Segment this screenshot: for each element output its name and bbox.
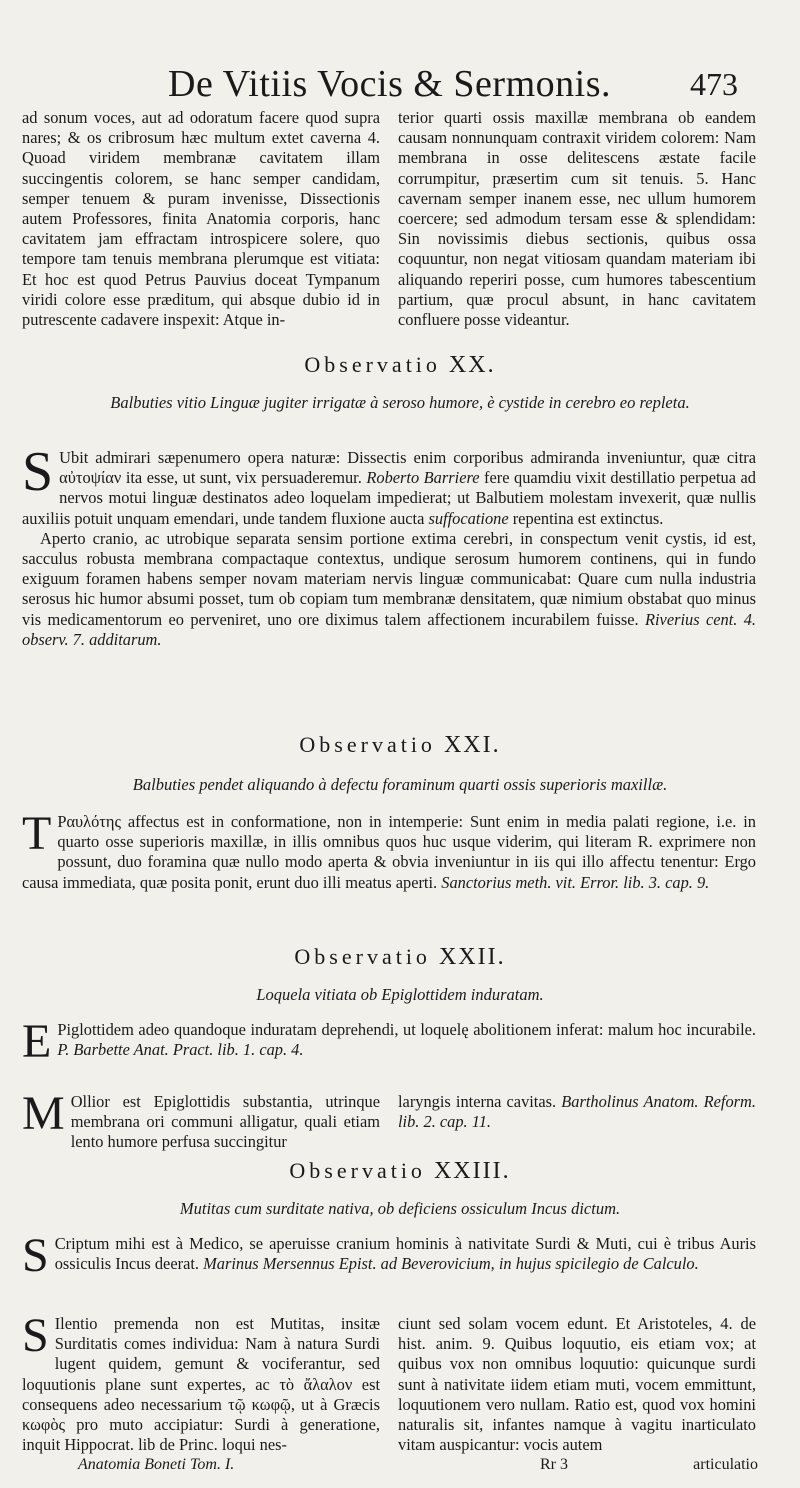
obs23-right-column: ciunt sed solam vocem edunt. Et Aristoteles, 4. de hist. anim. 9. Quibus loquutio, eis etiam vox; at quibus vox non omnibus loquutio: quicunque surdi sunt à nativitate iidem etiam muti, vocem emmittunt, loquutionem vero nullam. Ratio est, quod vox homini naturalis sit, infantes namque à vagitu inarticulato vitam auspicantur: vocis autem: [398, 1314, 756, 1455]
obs20-paragraph-1: [22, 441, 756, 529]
obs21-paragraph-1: [22, 807, 756, 893]
obs20-dropcap: S: [22, 441, 54, 503]
obs23-left-column: [22, 1309, 380, 1455]
obs22-p1-text: Piglottidem adeo quandoque induratam deprehendi, ut loquelę abolitionem inferat: malum hoc incurabile.: [57, 1020, 756, 1039]
catchword: articulatio: [693, 1456, 758, 1473]
obs21-p1-text: affectus est in conformatione, non in intemperie: Sunt enim in media palati regione, i.e. in quarto osse superioris maxillæ, in illis omnibus quos huc usque viderim, qui literam R. exprimere non possunt, duo foramina quæ nullo modo aperta & obvia inveniuntur in iis qui illo affectu tenentur: Ergo causa immediata, quæ posita ponit, erunt duo illi meatus aperti.: [22, 812, 756, 892]
obs20-p1-term: suffocatione: [428, 508, 509, 528]
obs20-title: Balbuties vitio Linguæ jugiter irrigatæ à seroso humore, è cystide in cerebro eo repleta.: [110, 393, 690, 412]
obs23-heading: [0, 1158, 800, 1185]
obs22-left-column: [22, 1087, 380, 1153]
obs22-heading-word: Observatio: [294, 944, 431, 969]
obs22-dropcap: E: [22, 1015, 52, 1068]
obs20-number: XX.: [448, 352, 496, 378]
obs20-body: [22, 441, 756, 650]
obs20-p2-text: Aperto cranio, ac utrobique separata sensim portione extima cerebri, in conspectum venit cystis, id est, sacculus robusta membrana compactaque contextus, undique serosum humorem continens, qui in fundo exiguum foramen habens semper novam materiam nervis linguæ communicabat: Quare cum nulla industria serosus hic humor absumi posset, tum ob copiam tum membranæ densitatem, quæ nimium obstabat quo minus vis medicamentorum eo perveniret, uno ore diximus talem affectionem incurabilem fuisse.: [22, 528, 756, 629]
obs22-number: XXII.: [438, 944, 506, 970]
obs22-p2-left: Ollior est Epiglottidis substantia, utrinque membrana ori communi alligatur, quali etiam lento humore perfusa succingitur: [70, 1092, 380, 1152]
obs21-dropcap: T: [22, 807, 52, 860]
obs22-body: [22, 1015, 756, 1068]
obs22-p2-right: laryngis interna cavitas.: [398, 1092, 557, 1111]
obs20-p1-text: Ubit admirari sæpenumero opera naturæ: Dissectis enim corporibus admiranda inveniuntur, quæ citra αὐτοψίαν ita esse, ut sunt, vix persuaderemur.: [59, 448, 756, 488]
obs20-p1-text2: fere quamdiu vixit destillatio perpetua ad nervos motui linguæ destinatos adeo loquelam impedierat; ut Balbutiem molestam invexerit, quæ nullis auxiliis potuit unquam emendari, unde tandem fluxione aucta: [22, 468, 756, 528]
obs21-p1-citation: Sanctorius meth. vit. Error. lib. 3. cap. 9.: [441, 872, 710, 892]
top-right-column: terior quarti ossis maxillæ membrana ob eandem causam nonnunquam contraxit viridem colorem: Nam membrana in osse delitescens æstate facile corrumpitur, præsertim cum sit tenuis. 5. Hanc cavernam semper inanem esse, nec ullum humorem coercere; sed admodum tersam esse & splendidam: Sin novissimis diebus sectionis, quibus ossa coquuntur, non negat vitiosam quandam materiam ibi aliquando reperiri posse, cum humores tabescentium partium, quæ procul absunt, in hanc cavitatem confluere posse videantur.: [398, 108, 756, 330]
obs21-number: XXI.: [443, 732, 501, 758]
obs20-p1-text3: repentina est extinctus.: [512, 508, 664, 528]
page-footer: [0, 1456, 800, 1482]
footer-title: Anatomia Boneti Tom. I.: [78, 1456, 235, 1473]
obs23-dropcap: S: [22, 1229, 49, 1282]
signature-mark: Rr 3: [540, 1456, 568, 1473]
obs23-dropcap-2: S: [22, 1309, 49, 1362]
obs20-heading: [0, 352, 800, 379]
obs23-title: Mutitas cum surditate nativa, ob deficiens ossiculum Incus dictum.: [179, 1199, 621, 1218]
obs21-p1-greek: Ραυλότης: [57, 812, 121, 831]
obs23-p2-left: Ilentio premenda non est Mutitas, insitæ Surditatis comes individua: Nam à natura Surdi lugent quidem, gemunt & vociferantur, sed loquutionis plane sunt expertes, ac τὸ ἄλαλον est consequens adeo necessarium τῷ κωφῷ, ut à Græcis κωφὸς pro muto accipiatur: Surdi à generatione, inquit Hippocrat. lib de Princ. loqui nes-: [22, 1314, 380, 1455]
obs22-p2-citation: Bartholinus Anatom. Reform. lib. 2. cap. 11.: [398, 1092, 756, 1132]
obs22-p1-citation: P. Barbette Anat. Pract. lib. 1. cap. 4.: [57, 1040, 304, 1060]
obs20-p2-citation: Riverius cent. 4. observ. 7. additarum.: [22, 609, 756, 649]
obs21-body: [22, 807, 756, 893]
obs22-two-column: [22, 1087, 756, 1153]
obs23-number: XXIII.: [433, 1158, 511, 1184]
obs21-heading-word: Observatio: [299, 732, 436, 757]
obs20-p1-person: Roberto Barriere: [366, 468, 480, 488]
obs23-body: [22, 1229, 756, 1282]
top-continuation: [22, 108, 756, 330]
running-head: [0, 62, 800, 108]
obs22-title: Loquela vitiata ob Epiglottidem induratam.: [256, 985, 544, 1004]
obs23-p1-text: Criptum mihi est à Medico, se aperuisse cranium hominis à nativitate Surdi & Muti, cui è tribus Auris ossiculis Incus deerat.: [54, 1234, 756, 1274]
running-title: De Vitiis Vocis & Sermonis.: [168, 63, 611, 105]
obs20-heading-word: Observatio: [304, 352, 441, 377]
obs22-paragraph-1: [22, 1015, 756, 1068]
obs23-paragraph-1: [22, 1229, 756, 1282]
obs21-heading: [0, 732, 800, 759]
obs22-heading: [0, 944, 800, 971]
obs22-dropcap-2: M: [22, 1087, 65, 1140]
obs23-heading-word: Observatio: [289, 1158, 426, 1183]
obs23-p1-citation: Marinus Mersennus Epist. ad Beverovicium, in hujus spicilegio de Calculo.: [203, 1254, 699, 1274]
page-number: 473: [690, 66, 738, 102]
obs22-right-column: [398, 1092, 756, 1153]
obs20-paragraph-2: [22, 529, 756, 650]
obs21-title: Balbuties pendet aliquando à defectu foraminum quarti ossis superioris maxillæ.: [132, 775, 668, 794]
obs23-two-column: [22, 1309, 756, 1455]
top-left-column: ad sonum voces, aut ad odoratum facere quod supra nares; & os cribrosum hæc multum extet caverna 4. Quoad viridem membranæ cavitatem illam succingentis colorem, se hanc semper candidam, semper tenuem & puram invenisse, Dissectionis autem Professores, finita Anatomia corporis, hanc cavitatem jam effractam introspicere solere, quo tempore tam tenuis membrana plerumque est vitiata: Et hoc est quod Petrus Pauvius doceat Tympanum viridi colore esse præditum, qui absque dubio id in putrescente cadavere inspexit: Atque in-: [22, 108, 380, 330]
